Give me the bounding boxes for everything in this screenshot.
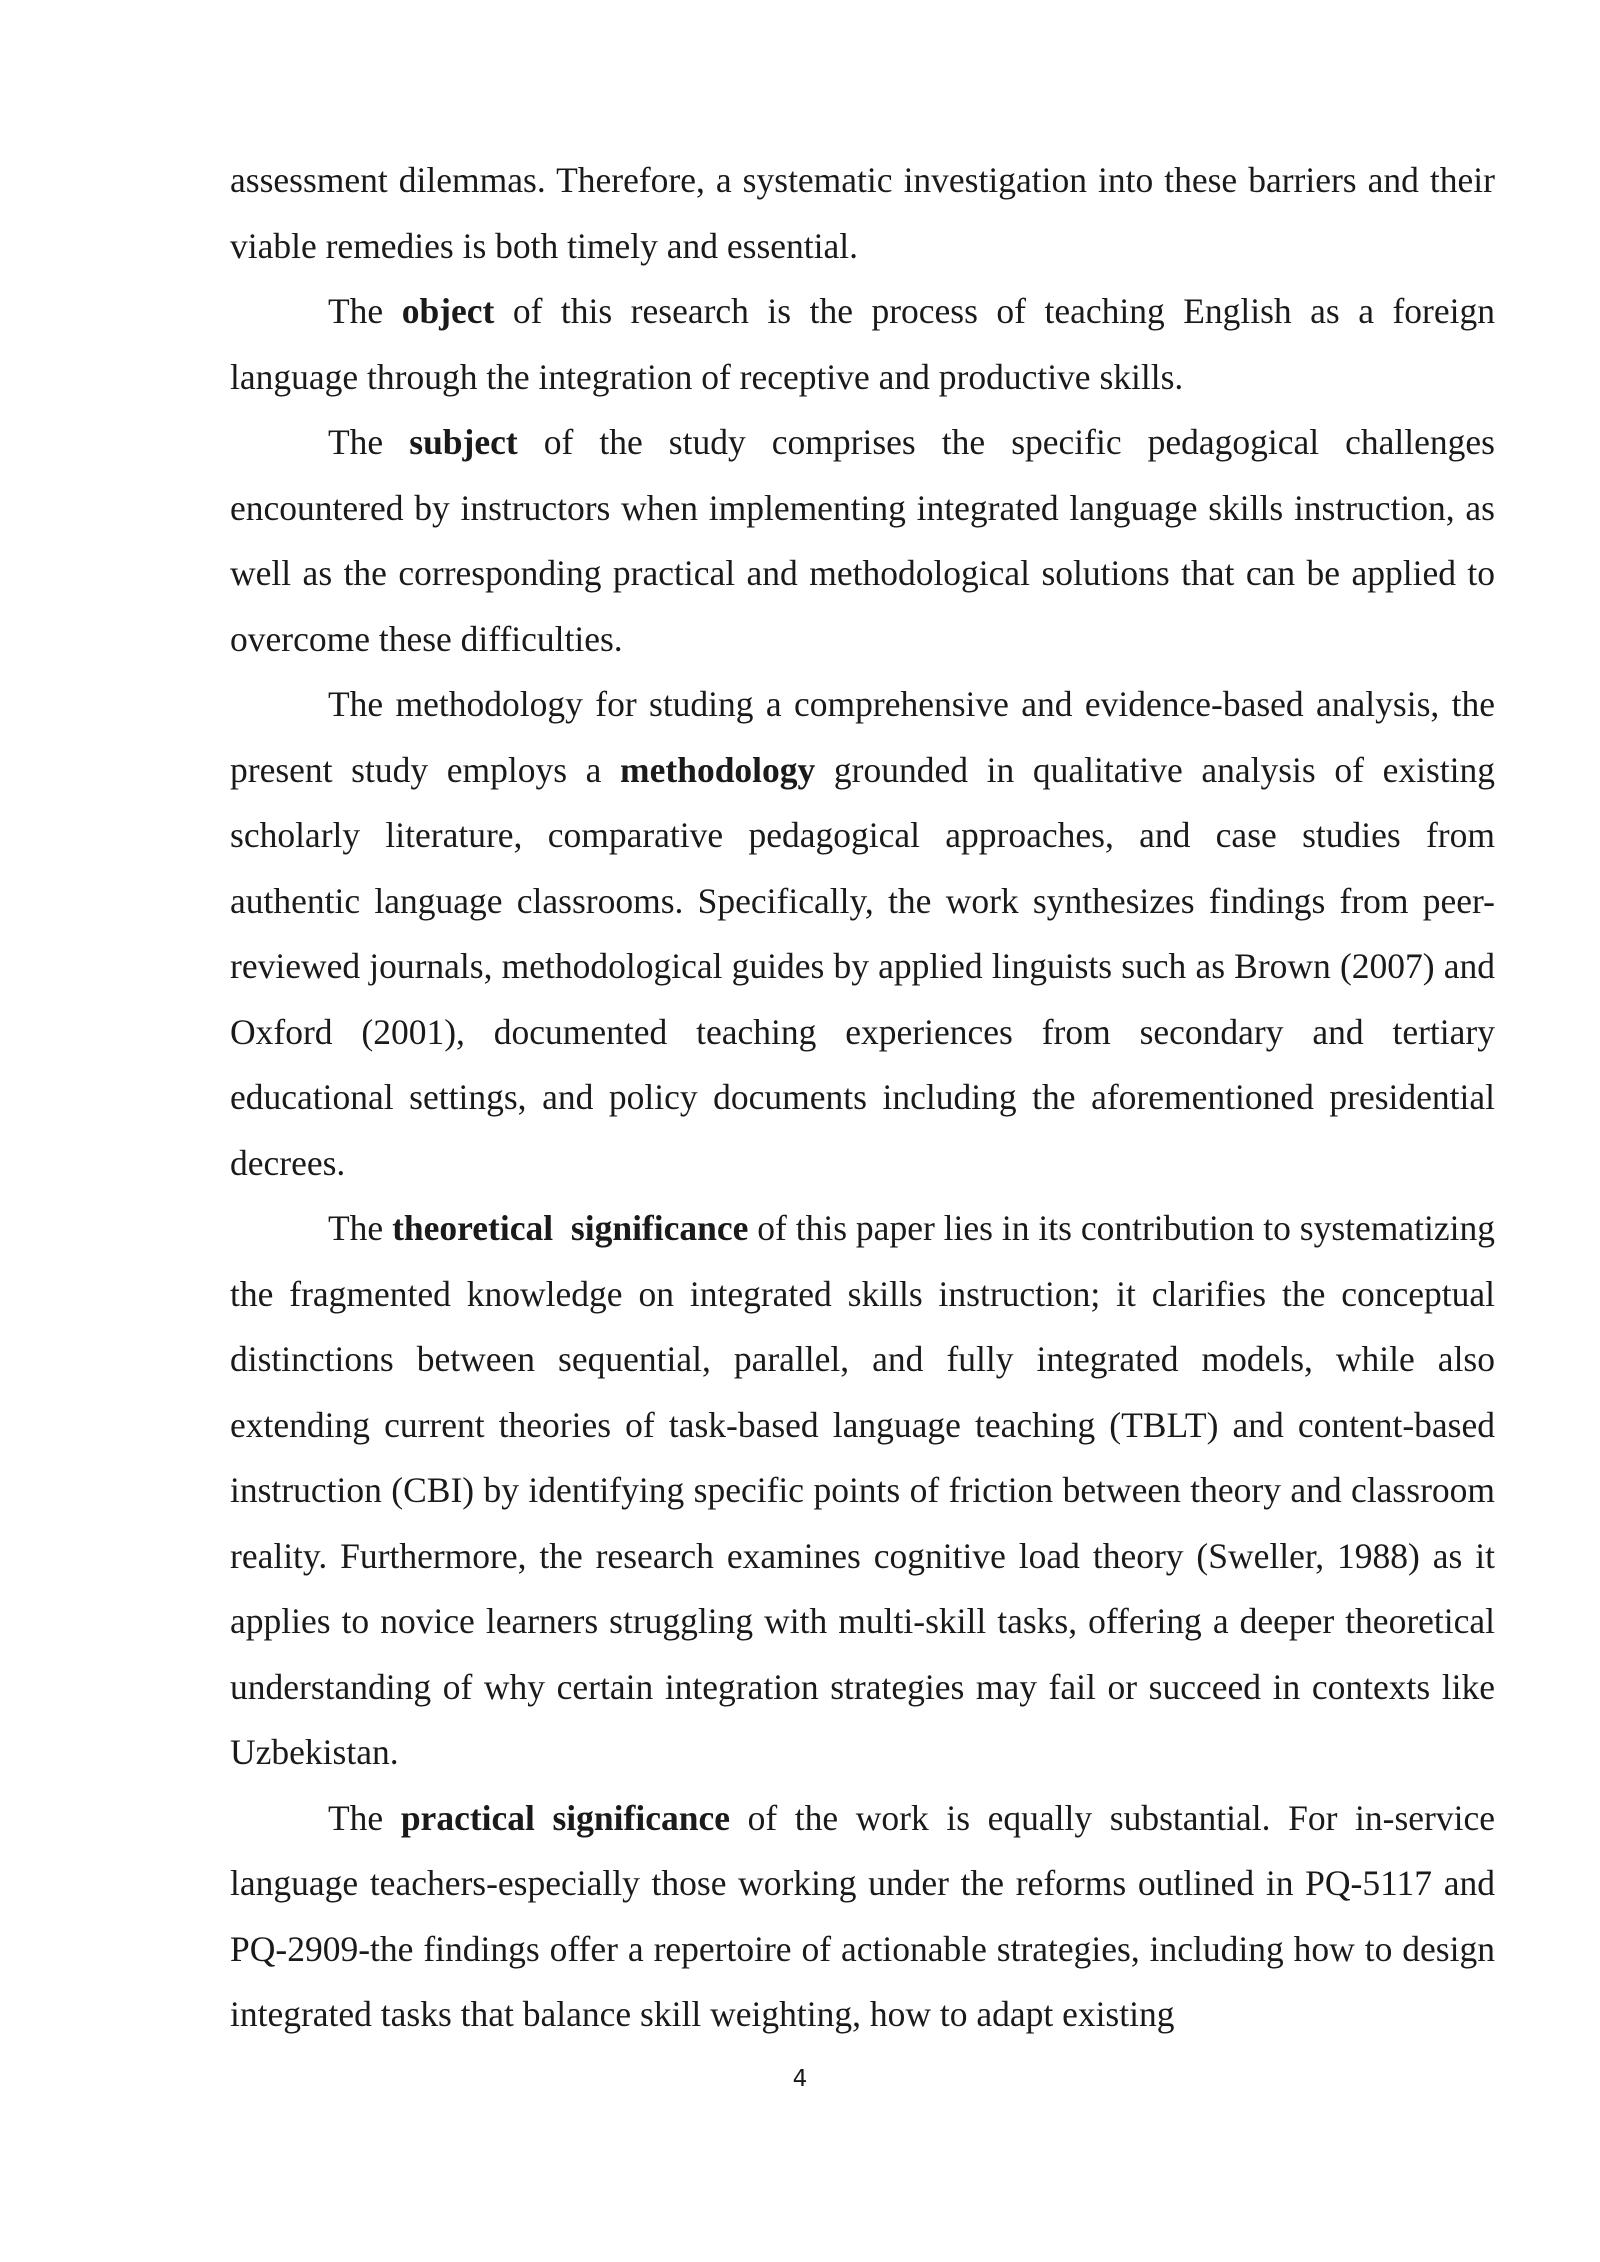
paragraph-lead: The (328, 1797, 401, 1838)
paragraph-lead: The (328, 422, 410, 462)
paragraph-lead: The methodology for studing a comprehensive and evidence-based analysis, the present study employs a (230, 684, 1495, 790)
page-number: 4 (792, 2066, 808, 2092)
paragraph-subject (230, 410, 1495, 672)
paragraph-methodology (230, 672, 1495, 1196)
keyword-practical-significance: practical significance (400, 1797, 730, 1838)
paragraph-text: of this research is the process of teaching English as a foreign language through the integration of receptive and productive skills. (230, 291, 1495, 397)
paragraph-text: of the work is equally substantial. For in-service language teachers-especially those working under the reforms outlined in PQ-5117 and PQ-2909-the findings offer a repertoire of actionable strategies, including how to design integrated tasks that balance skill weighting, how to adapt existing (230, 1797, 1495, 2034)
paragraph-object (230, 279, 1495, 410)
keyword-theoretical-significance: theoretical significance (392, 1208, 749, 1248)
paragraph-theoretical-significance (230, 1196, 1495, 1786)
paragraph-lead: The (328, 1208, 393, 1248)
keyword-methodology: methodology (620, 749, 816, 790)
paragraph-continuation (230, 148, 1495, 279)
paragraph-text: of the study comprises the specific pedagogical challenges encountered by instructors when implementing integrated language skills instruction, as well as the corresponding practical and methodological solutions that can be applied to overcome these difficulties. (230, 422, 1495, 659)
paragraph-lead: The (328, 291, 402, 331)
paragraph-text: assessment dilemmas. Therefore, a systematic investigation into these barriers and their viable remedies is both timely and essential. (230, 160, 1495, 266)
paragraph-text: of this paper lies in its contribution to systematizing the fragmented knowledge on integrated skills instruction; it clarifies the conceptual distinctions between sequential, parallel, and fully integrated models, while also extending current theories of task-based language teaching (TBLT) and content-based instruction (CBI) by identifying specific points of friction between theory and classroom reality. Furthermore, the research examines cognitive load theory (Sweller, 1988) as it applies to novice learners struggling with multi-skill tasks, offering a deeper theoretical understanding of why certain integration strategies may fail or succeed in contexts like Uzbekistan. (230, 1208, 1495, 1772)
keyword-object: object (401, 291, 495, 331)
paragraph-text: grounded in qualitative analysis of existing scholarly literature, comparative pedagogical approaches, and case studies from authentic language classrooms. Specifically, the work synthesizes findings from peer-reviewed journals, methodological guides by applied linguists such as Brown (2007) and Oxford (2001), documented teaching experiences from secondary and tertiary educational settings, and policy documents including the aforementioned presidential decrees. (230, 749, 1495, 1183)
keyword-subject: subject (409, 422, 518, 462)
paragraph-practical-significance (230, 1786, 1495, 2048)
body-text (230, 148, 1495, 2048)
